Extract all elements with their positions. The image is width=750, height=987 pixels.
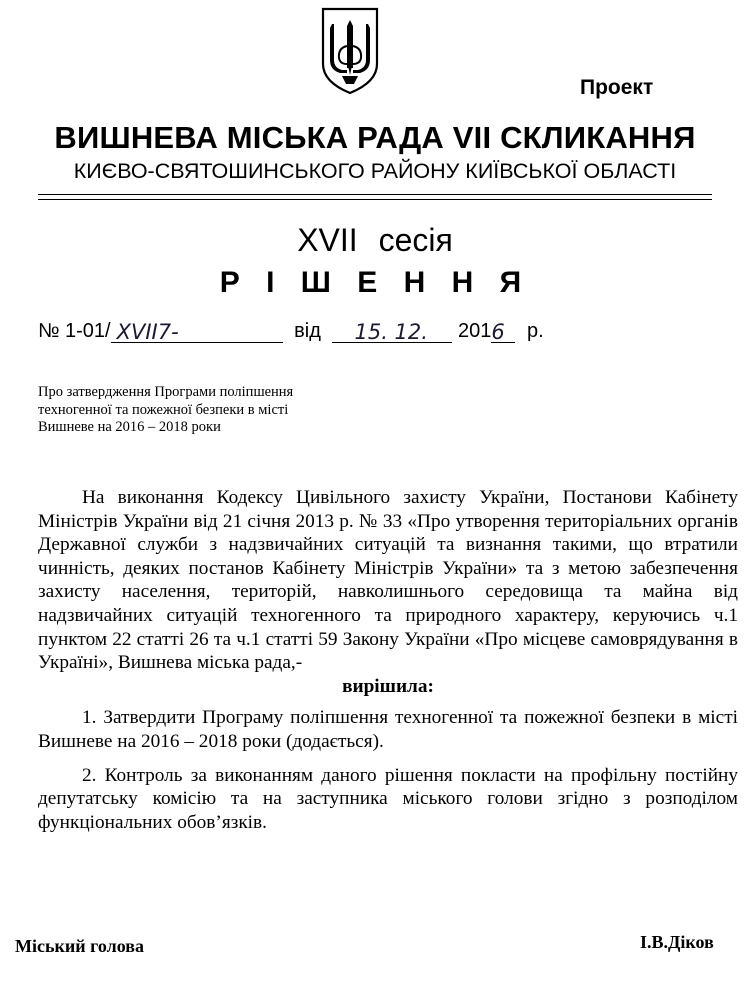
signature-name: І.В.Діков bbox=[640, 932, 714, 952]
council-region: КИЄВО-СВЯТОШИНСЬКОГО РАЙОНУ КИЇВСЬКОЇ ОБЛАСТІ bbox=[73, 159, 677, 183]
document-type-title: Р І Ш Е Н Н Я bbox=[219, 266, 531, 299]
subject-line: Вишневе на 2016 – 2018 роки bbox=[38, 419, 221, 435]
number-field bbox=[111, 320, 283, 343]
resolved-heading: вирішила: bbox=[342, 675, 434, 697]
draft-label: Проект bbox=[580, 76, 654, 99]
preamble-paragraph: На виконання Кодексу Цивільного захисту України, Постанови Кабінету Міністрів України від 21 січня 2013 р. № 33 «Про утворення територіальних органів Державної служби з надзвичайних ситуацій та визнання такими, що втратили чинність, деяких постанов Кабінету Міністрів України» та з метою забезпечення захисту населення, територій, навколишнього середовища та майна від надзвичайних ситуацій техногенного та природного характеру, керуючись ч.1 пунктом 22 статті 26 та ч.1 статті 59 Закону України «Про місцеве самоврядування в Україні», Вишнева міська рада,- bbox=[38, 487, 738, 674]
decision-subject bbox=[38, 384, 328, 437]
council-name: ВИШНЕВА МІСЬКА РАДА VII СКЛИКАННЯ bbox=[54, 120, 696, 155]
year-handwritten: 6 bbox=[491, 320, 505, 344]
subject-line: техногенної та пожежної безпеки в місті bbox=[38, 401, 289, 418]
date-handwritten: 15. 12. bbox=[354, 320, 428, 344]
signature-title: Міський голова bbox=[15, 936, 144, 956]
decision-body bbox=[38, 486, 738, 844]
resolution-item: 2. Контроль за виконанням даного рішення покласти на профільну постійну депутатську комісію та на заступника міського голови згідно з розподілом функціональних обов’язків. bbox=[38, 764, 738, 833]
tryzub-coat-of-arms-icon bbox=[320, 6, 380, 96]
number-prefix: № 1-01/ bbox=[38, 320, 111, 342]
decision-number-line bbox=[38, 320, 544, 343]
date-label: від bbox=[294, 320, 321, 342]
subject-line: Про затвердження Програми поліпшення bbox=[38, 384, 294, 400]
session-title: XVII сесія bbox=[297, 222, 453, 258]
year-prefix: 201 bbox=[458, 320, 492, 342]
header-rule-top bbox=[38, 194, 712, 195]
date-field bbox=[332, 320, 452, 343]
number-handwritten: XVII7- bbox=[116, 320, 179, 344]
year-field bbox=[491, 320, 515, 343]
header-rule-bottom bbox=[38, 199, 712, 200]
year-suffix: р. bbox=[526, 320, 544, 342]
resolution-item: 1. Затвердити Програму поліпшення техногенної та пожежної безпеки в місті Вишневе на 2016 – 2018 роки (додається). bbox=[38, 707, 738, 752]
